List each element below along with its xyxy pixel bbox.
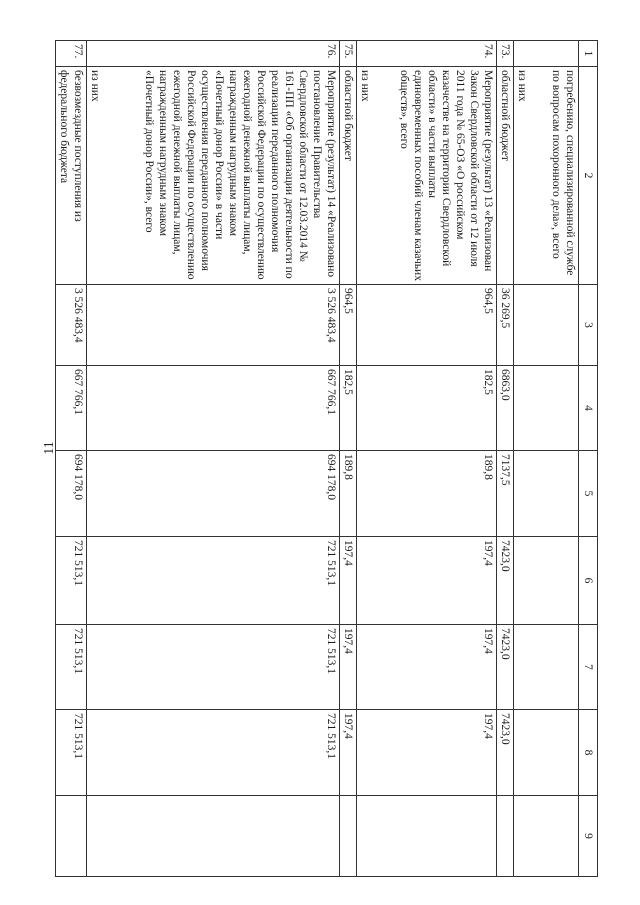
value-cell — [56, 796, 87, 877]
value-cell: 721 513,1 — [56, 537, 87, 625]
value-cell — [531, 710, 579, 796]
header-row — [579, 41, 598, 877]
value-cell: 36 269,5 — [497, 285, 514, 366]
value-cell: 182,5 — [373, 366, 497, 451]
table-row — [531, 41, 579, 877]
value-cell — [531, 285, 579, 366]
column-number-4: 4 — [579, 366, 598, 451]
rotated-page — [58, 40, 598, 876]
value-cell: 667 766,1 — [103, 366, 339, 451]
column-number-1: 1 — [579, 41, 598, 67]
row-name: Мероприятие (результат) 14 «Реализовано постановление Правительства Свердловской области от 12.03.2014 № 161-ПП «Об организации деятельности по реализации переданного полномочия Российской Федерации по осуществлению ежегодной денежной выплаты лицам, награжденным нагрудным знаком «Почетный донор России» в части осуществления переданного полномочия Российской Федерации по осуществлению ежегодной денежной выплаты лицам, награжденным нагрудным знаком «Почетный донор России», всего — [103, 67, 339, 285]
page-number: 11 — [42, 441, 57, 455]
column-number-9: 9 — [579, 796, 598, 877]
budget-table — [55, 40, 598, 877]
value-cell: 7423,0 — [497, 537, 514, 625]
value-cell: 189,8 — [373, 451, 497, 537]
value-cell: 197,4 — [339, 710, 356, 796]
sub-label: из них — [356, 67, 373, 285]
table-row — [103, 41, 339, 877]
value-cell — [531, 537, 579, 625]
value-cell: 189,8 — [339, 451, 356, 537]
table-row — [373, 41, 497, 877]
column-number-6: 6 — [579, 537, 598, 625]
row-number — [531, 41, 579, 67]
row-number: 75. — [339, 41, 356, 67]
value-cell: 964,5 — [373, 285, 497, 366]
value-cell — [531, 366, 579, 451]
value-cell: 197,4 — [339, 537, 356, 625]
value-cell: 721 513,1 — [103, 710, 339, 796]
value-cell — [339, 796, 356, 877]
value-cell: 3 526 483,4 — [103, 285, 339, 366]
value-cell: 3 526 483,4 — [56, 285, 87, 366]
value-cell — [497, 796, 514, 877]
value-cell: 197,4 — [373, 537, 497, 625]
table-row — [339, 41, 356, 877]
value-cell: 7423,0 — [497, 625, 514, 710]
value-cell: 721 513,1 — [103, 625, 339, 710]
table-row — [497, 41, 514, 877]
value-cell: 7423,0 — [497, 710, 514, 796]
value-cell: 721 513,1 — [56, 710, 87, 796]
column-number-5: 5 — [579, 451, 598, 537]
table-row-sub — [356, 41, 373, 877]
value-cell: 721 513,1 — [103, 537, 339, 625]
value-cell: 667 766,1 — [56, 366, 87, 451]
value-cell — [531, 796, 579, 877]
value-cell — [531, 451, 579, 537]
row-name: областной бюджет — [497, 67, 514, 285]
table-row-sub — [87, 41, 104, 877]
table-row-sub — [514, 41, 531, 877]
value-cell — [103, 796, 339, 877]
column-number-2: 2 — [579, 67, 598, 285]
value-cell: 197,4 — [373, 625, 497, 710]
sub-label: из них — [87, 67, 104, 285]
value-cell: 197,4 — [339, 625, 356, 710]
column-number-8: 8 — [579, 710, 598, 796]
row-name: безвозмездные поступления из федерального бюджета — [56, 67, 87, 285]
row-number: 73. — [497, 41, 514, 67]
value-cell: 694 178,0 — [103, 451, 339, 537]
value-cell: 721 513,1 — [56, 625, 87, 710]
row-name: погребению, специализированной службе по вопросам похоронного дела», всего — [531, 67, 579, 285]
value-cell — [531, 625, 579, 710]
row-number: 74. — [373, 41, 497, 67]
column-number-3: 3 — [579, 285, 598, 366]
row-name: областной бюджет — [339, 67, 356, 285]
column-number-7: 7 — [579, 625, 598, 710]
row-number: 76. — [103, 41, 339, 67]
value-cell: 694 178,0 — [56, 451, 87, 537]
row-number: 77. — [56, 41, 87, 67]
value-cell: 7137,5 — [497, 451, 514, 537]
table-row — [56, 41, 87, 877]
sub-label: из них — [514, 67, 531, 285]
row-name: Мероприятие (результат) 13 «Реализован Закон Свердловской области от 12 июля 2011 года № 65-ОЗ «О российском казачестве на территории Свердловской области» в части выплаты единовременных пособий членам казачьих обществ», всего — [373, 67, 497, 285]
value-cell: 182,5 — [339, 366, 356, 451]
value-cell: 6863,0 — [497, 366, 514, 451]
value-cell — [373, 796, 497, 877]
value-cell: 964,5 — [339, 285, 356, 366]
value-cell: 197,4 — [373, 710, 497, 796]
